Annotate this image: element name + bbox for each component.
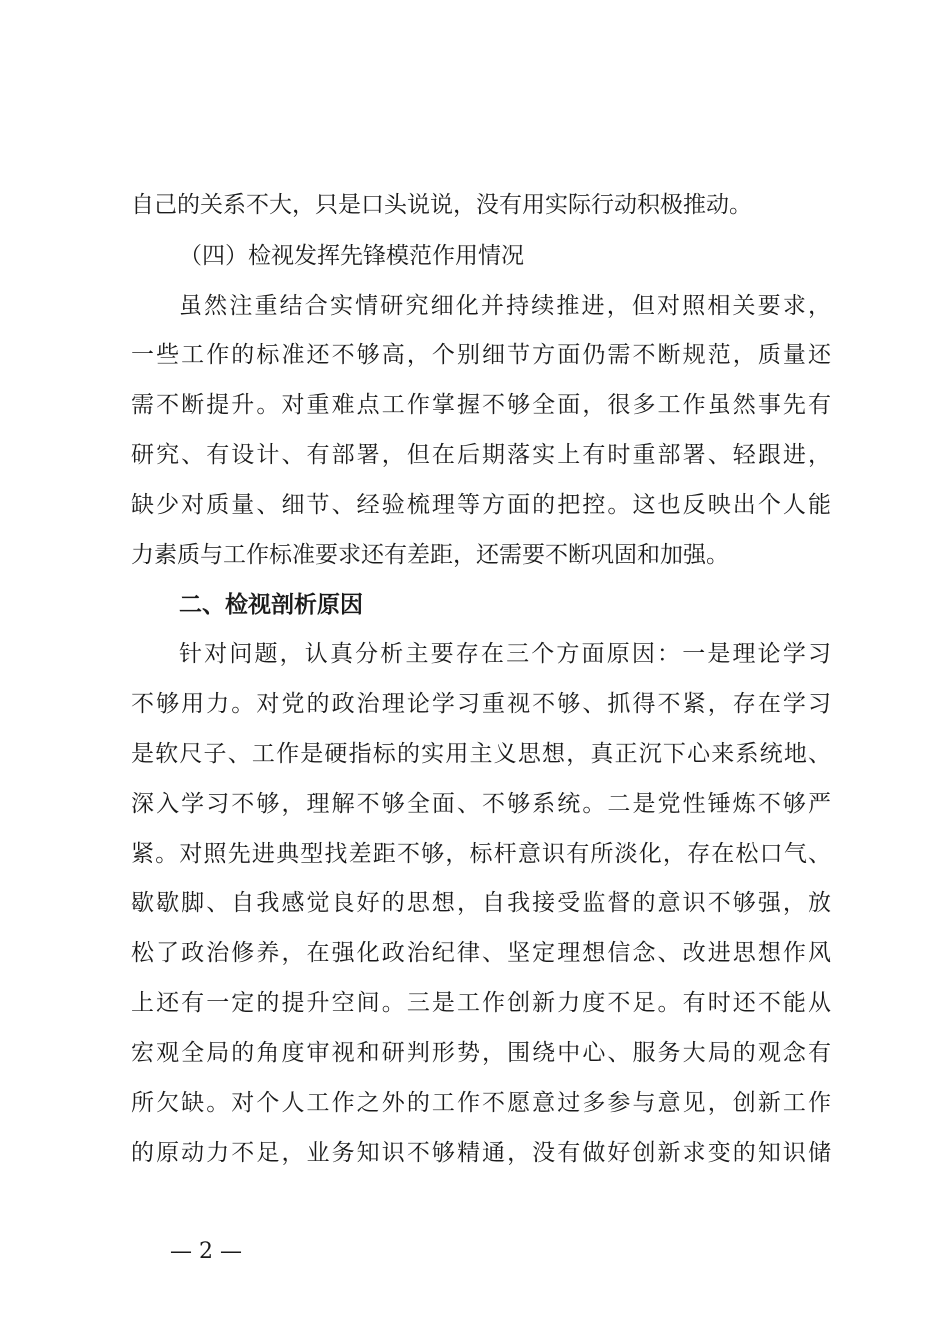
- section-heading: 二、检视剖析原因: [179, 592, 363, 618]
- body-line: 针对问题，认真分析主要存在三个方面原因：一是理论学习: [179, 641, 831, 667]
- body-line: 上还有一定的提升空间。三是工作创新力度不足。有时还不能从: [131, 990, 831, 1016]
- body-line: 自己的关系不大，只是口头说说，没有用实际行动积极推动。: [131, 192, 752, 218]
- body-line: 虽然注重结合实情研究细化并持续推进，但对照相关要求，: [179, 293, 831, 319]
- body-line: 歇歇脚、自我感觉良好的思想，自我接受监督的意识不够强，放: [131, 890, 831, 916]
- body-line: 研究、有设计、有部署，但在后期落实上有时重部署、轻跟进，: [131, 442, 831, 468]
- body-line: 不够用力。对党的政治理论学习重视不够、抓得不紧，存在学习: [131, 691, 831, 717]
- body-line: 松了政治修养，在强化政治纪律、坚定理想信念、改进思想作风: [131, 940, 831, 966]
- page-number: — 2 —: [170, 1239, 242, 1264]
- body-line: 宏观全局的角度审视和研判形势，围绕中心、服务大局的观念有: [131, 1040, 831, 1066]
- body-line: 力素质与工作标准要求还有差距，还需要不断巩固和加强。: [131, 542, 729, 568]
- body-line: 紧。对照先进典型找差距不够，标杆意识有所淡化，存在松口气、: [131, 841, 831, 867]
- body-line: 是软尺子、工作是硬指标的实用主义思想，真正沉下心来系统地、: [131, 741, 831, 767]
- body-line: 一些工作的标准还不够高，个别细节方面仍需不断规范，质量还: [131, 342, 831, 368]
- body-line: 缺少对质量、细节、经验梳理等方面的把控。这也反映出个人能: [131, 492, 831, 518]
- body-line: 所欠缺。对个人工作之外的工作不愿意过多参与意见，创新工作: [131, 1090, 831, 1116]
- body-line: 需不断提升。对重难点工作掌握不够全面，很多工作虽然事先有: [131, 392, 831, 418]
- section-subheading: （四）检视发挥先锋模范作用情况: [179, 243, 524, 269]
- body-line: 深入学习不够，理解不够全面、不够系统。二是党性锤炼不够严: [131, 791, 831, 817]
- body-line: 的原动力不足，业务知识不够精通，没有做好创新求变的知识储: [131, 1140, 831, 1166]
